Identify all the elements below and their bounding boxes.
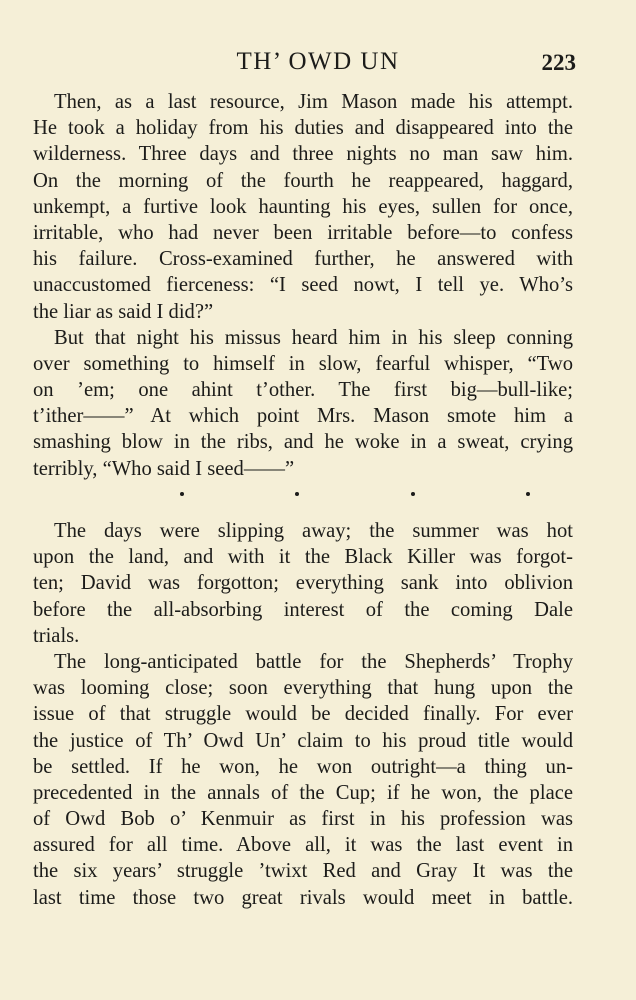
text-line: trials. — [33, 624, 80, 647]
paragraph — [33, 518, 573, 649]
paragraph — [33, 89, 573, 325]
text-line: The days were slipping away; the summer was hot — [54, 520, 573, 542]
section-break-dot — [526, 492, 530, 496]
section-break-dot — [295, 492, 299, 496]
running-title: TH’ OWD UN — [236, 48, 400, 75]
section-break — [180, 484, 530, 504]
text-line: irritable, who had never been irritable before—to confess — [33, 221, 573, 244]
text-line: ten; David was forgotton; everything sank into oblivion — [33, 572, 573, 595]
paragraph — [33, 649, 573, 911]
text-line: smashing blow in the ribs, and he woke in a sweat, crying — [33, 431, 573, 454]
text-line: over something to himself in slow, fearful whisper, “Two — [33, 352, 573, 375]
text-line: wilderness. Three days and three nights no man saw him. — [33, 143, 573, 166]
text-line: of Owd Bob o’ Kenmuir as first in his profession was — [33, 808, 573, 831]
text-line: last time those two great rivals would meet in battle. — [33, 886, 573, 909]
text-block-top — [33, 89, 573, 482]
text-line: the six years’ struggle ’twixt Red and Gray It was the — [33, 860, 573, 883]
section-break-dot — [180, 492, 184, 496]
text-line: before the all-absorbing interest of the coming Dale — [33, 598, 573, 621]
text-line: was looming close; soon everything that hung upon the — [33, 677, 573, 700]
section-break-dot — [411, 492, 415, 496]
text-line: upon the land, and with it the Black Killer was forgot- — [33, 546, 573, 569]
text-line: issue of that struggle would be decided finally. For ever — [33, 703, 573, 726]
text-line: Then, as a last resource, Jim Mason made his attempt. — [54, 91, 573, 113]
text-line: assured for all time. Above all, it was the last event in — [33, 834, 573, 857]
text-line: But that night his missus heard him in his sleep conning — [54, 326, 573, 349]
page-number: 223 — [541, 50, 576, 75]
running-head — [0, 48, 636, 82]
paragraph — [33, 325, 573, 482]
text-line: t’ither——” At which point Mrs. Mason smote him a — [33, 405, 573, 428]
text-line: unaccustomed fierceness: “I seed nowt, I tell ye. Who’s — [33, 274, 573, 297]
text-line: on ’em; one ahint t’other. The first big—bull-like; — [33, 379, 573, 402]
text-line: the justice of Th’ Owd Un’ claim to his proud title would — [33, 729, 573, 752]
text-line: precedented in the annals of the Cup; if he won, the place — [33, 781, 573, 804]
text-line: his failure. Cross-examined further, he answered with — [33, 248, 573, 271]
text-line: the liar as said I did?” — [33, 300, 214, 323]
text-line: The long-anticipated battle for the Shepherds’ Trophy — [54, 650, 573, 673]
text-line: terribly, “Who said I seed——” — [33, 457, 295, 480]
text-line: On the morning of the fourth he reappeared, haggard, — [33, 169, 573, 192]
text-line: be settled. If he won, he won outright—a thing un- — [33, 755, 573, 778]
text-block-bottom — [33, 518, 573, 911]
text-line: unkempt, a furtive look haunting his eyes, sullen for once, — [33, 195, 573, 218]
text-line: He took a holiday from his duties and disappeared into the — [33, 117, 573, 140]
